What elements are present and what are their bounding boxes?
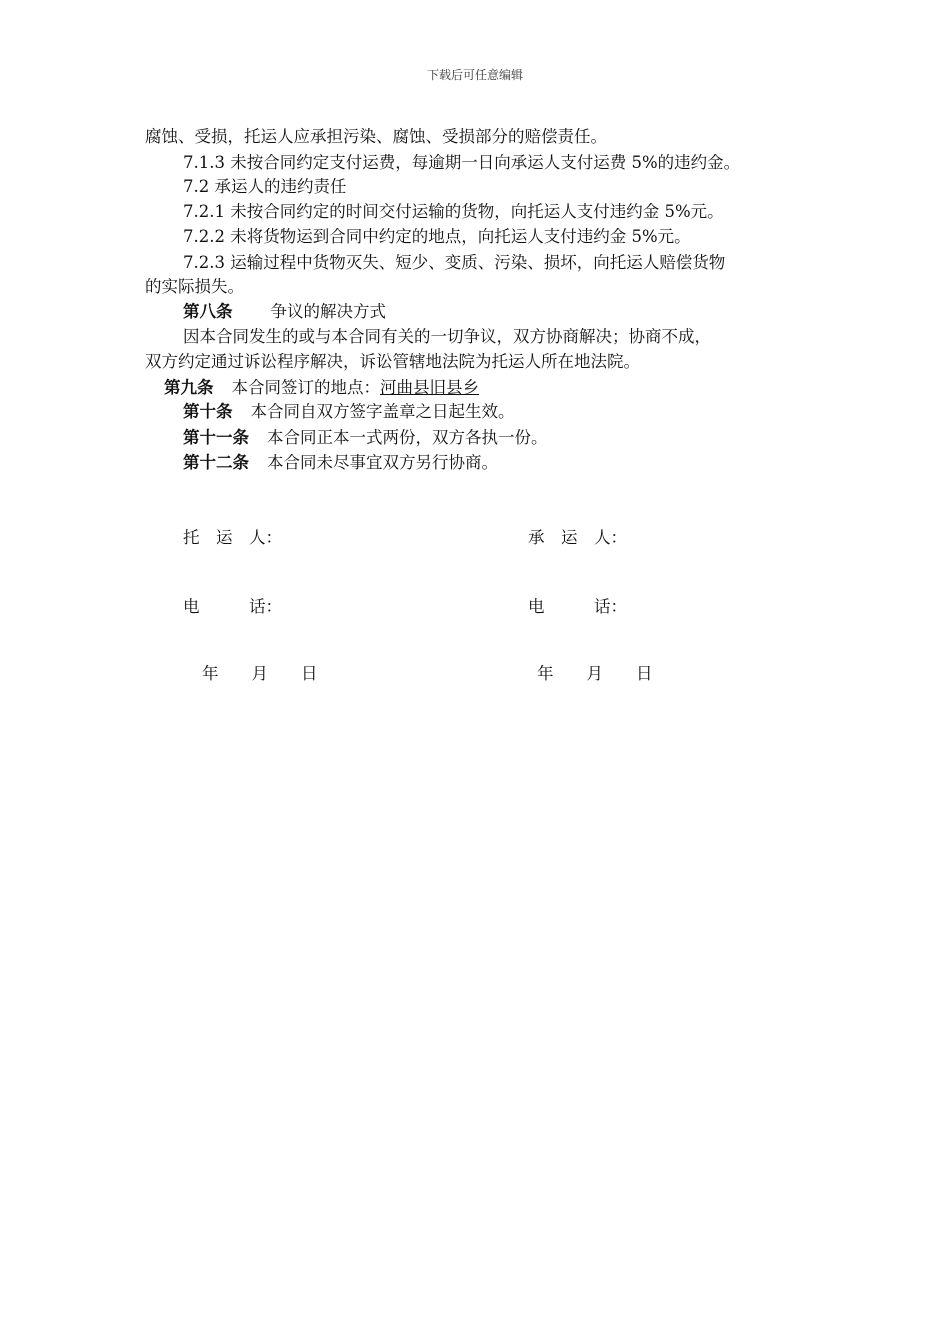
- article-9-title: 第九条: [164, 378, 214, 397]
- article-12-text: 本合同未尽事宜双方另行协商。: [267, 453, 498, 472]
- shipper-phone-label: 电 话：: [183, 597, 282, 616]
- shipper-label: 托 运 人：: [183, 528, 282, 547]
- article-12: [183, 452, 498, 474]
- article-10-title: 第十条: [183, 402, 233, 421]
- article-9: [164, 377, 479, 399]
- article-8-body-1: 因本合同发生的或与本合同有关的一切争议，双方协商解决；协商不成，: [183, 327, 711, 346]
- shipper-date: 年 月 日: [202, 664, 318, 683]
- paragraph-line: 腐蚀、受损，托运人应承担污染、腐蚀、受损部分的赔偿责任。: [145, 127, 607, 146]
- clause-7-2-1: 7.2.1 未按合同约定的时间交付运输的货物，向托运人支付违约金 5%元。: [183, 202, 724, 221]
- page-header: 下载后可任意编辑: [426, 68, 523, 82]
- clause-7-2-heading: 7.2 承运人的违约责任: [183, 177, 347, 196]
- article-11-text: 本合同正本一式两份，双方各执一份。: [267, 428, 548, 447]
- article-10: [183, 401, 515, 423]
- clause-7-2-2: 7.2.2 未将货物运到合同中约定的地点，向托运人支付违约金 5%元。: [183, 227, 691, 246]
- article-9-place: 河曲县旧县乡: [380, 378, 479, 397]
- article-8-body-2: 双方约定通过诉讼程序解决，诉讼管辖地法院为托运人所在地法院。: [145, 352, 640, 371]
- clause-7-1-3: 7.1.3 未按合同约定支付运费，每逾期一日向承运人支付运费 5%的违约金。: [183, 153, 741, 172]
- carrier-phone-label: 电 话：: [528, 597, 627, 616]
- clause-7-2-3-cont: 的实际损失。: [145, 277, 244, 296]
- carrier-label: 承 运 人：: [528, 528, 627, 547]
- article-10-text: 本合同自双方签字盖章之日起生效。: [250, 402, 515, 421]
- article-8-title: 第八条: [183, 302, 233, 321]
- article-9-text: 本合同签订的地点：: [231, 378, 380, 397]
- article-12-title: 第十二条: [183, 453, 249, 472]
- article-11: [183, 427, 548, 449]
- article-8: [183, 301, 386, 323]
- carrier-date: 年 月 日: [537, 664, 653, 683]
- article-11-title: 第十一条: [183, 428, 249, 447]
- clause-7-2-3: 7.2.3 运输过程中货物灭失、短少、变质、污染、损坏，向托运人赔偿货物: [183, 253, 726, 272]
- article-8-text: 争议的解决方式: [270, 302, 386, 321]
